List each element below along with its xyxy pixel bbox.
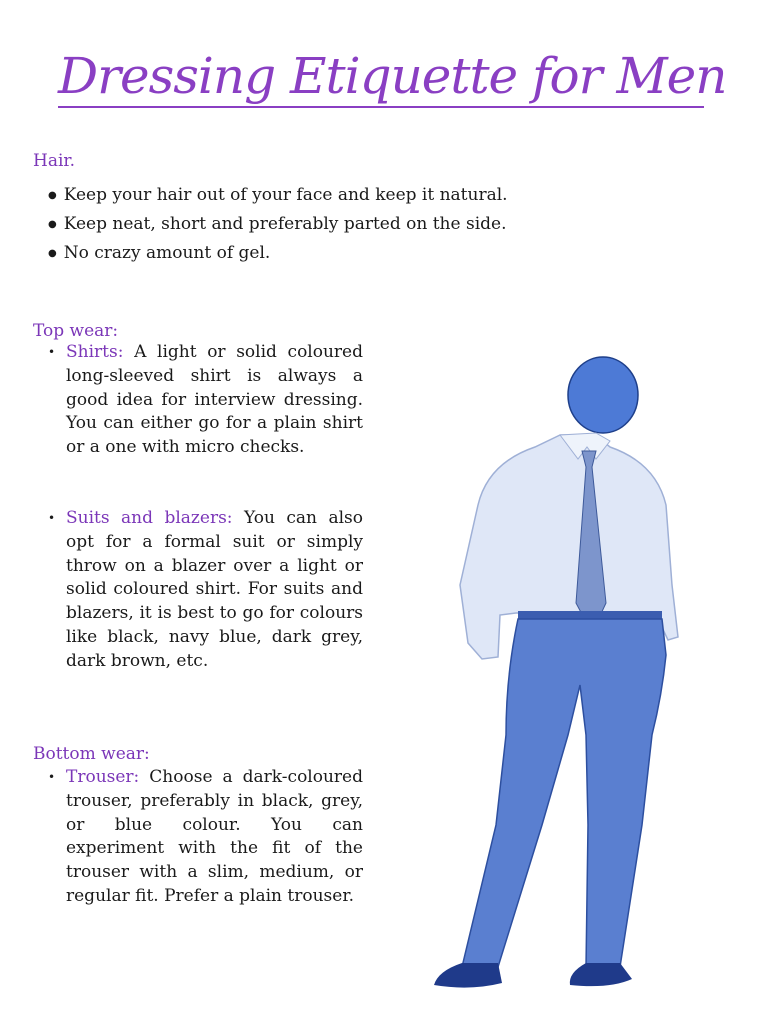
shirts-text: A light or solid coloured long-sleeved shirt is always a good idea for interview dressing. You can either go for a plain shirt or a one with micro checks. <box>66 342 363 458</box>
man-figure-illustration <box>410 355 700 995</box>
bottom-wear-heading: Bottom wear: <box>33 744 150 764</box>
trouser-text: Choose a dark-coloured trouser, preferably in black, grey, or blue colour. You can experiment with the fit of the trouser with a slim, medium, or regular fit. Prefer a plain trouser. <box>66 767 363 906</box>
trouser-shape <box>462 619 666 967</box>
shirts-paragraph <box>48 341 363 460</box>
list-item: ● Keep your hair out of your face and keep it natural. <box>48 182 508 211</box>
trouser-paragraph <box>48 766 363 909</box>
suits-text: You can also opt for a formal suit or simply throw on a blazer over a light or solid coloured shirt. For suits and blazers, it is best to go for colours like black, navy blue, dark grey, dark brown, etc. <box>66 508 363 671</box>
suits-term: Suits and blazers: <box>66 508 233 528</box>
hair-heading: Hair. <box>33 151 76 171</box>
suits-paragraph <box>48 507 363 674</box>
left-shoe-shape <box>434 963 502 988</box>
suits-section <box>48 507 363 674</box>
trouser-term: Trouser: <box>66 767 140 787</box>
hair-list <box>48 182 508 269</box>
list-item: ● No crazy amount of gel. <box>48 240 508 269</box>
trouser-section <box>48 766 363 909</box>
page-title: Dressing Etiquette for Men <box>58 47 727 105</box>
shirts-section <box>48 341 363 460</box>
list-item: ● Keep neat, short and preferably parted on the side. <box>48 211 508 240</box>
head-shape <box>568 357 638 433</box>
top-wear-heading: Top wear: <box>33 321 119 341</box>
right-shoe-shape <box>570 963 632 986</box>
title-underline <box>58 106 704 108</box>
shirts-term: Shirts: <box>66 342 124 362</box>
